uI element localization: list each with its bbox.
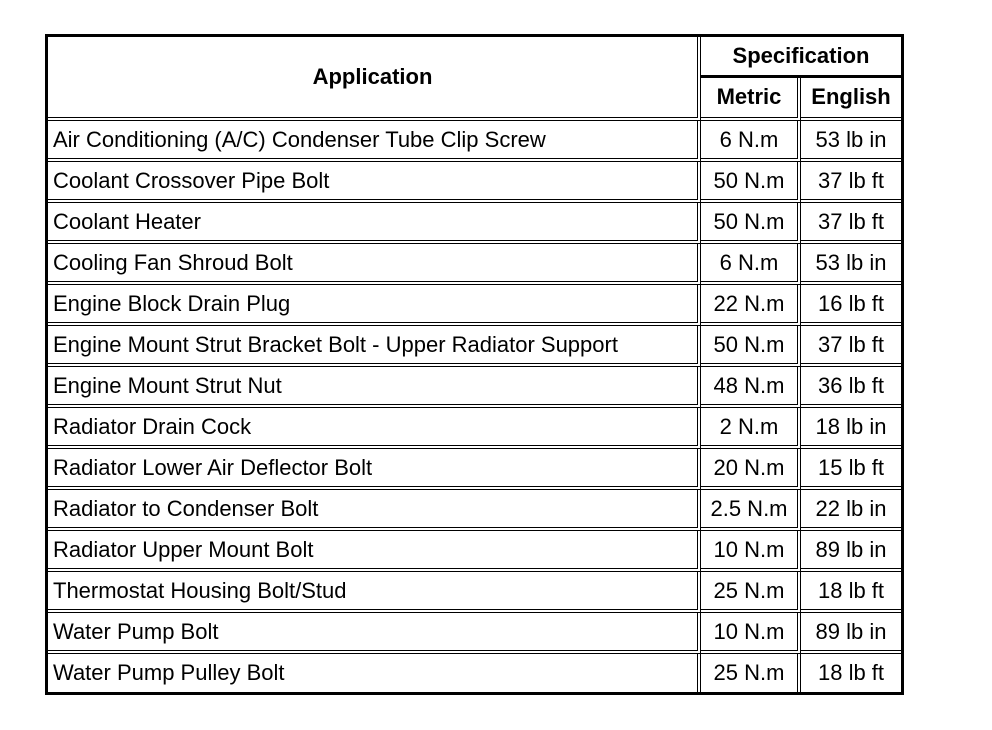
application-cell: Radiator Drain Cock: [48, 408, 701, 449]
english-cell: 22 lb in: [801, 490, 901, 531]
application-cell: Water Pump Pulley Bolt: [48, 654, 701, 692]
table-row: [48, 490, 901, 531]
table-row: [48, 367, 901, 408]
application-cell: Cooling Fan Shroud Bolt: [48, 244, 701, 285]
english-cell: 36 lb ft: [801, 367, 901, 408]
table-header: [48, 37, 901, 121]
application-cell: Coolant Crossover Pipe Bolt: [48, 162, 701, 203]
table-row: [48, 654, 901, 692]
english-cell: 16 lb ft: [801, 285, 901, 326]
english-cell: 18 lb ft: [817, 660, 885, 685]
header-application: Application: [48, 37, 701, 121]
english-cell: 53 lb in: [801, 244, 901, 285]
table-row: [48, 244, 901, 285]
metric-cell: 25 N.m: [701, 572, 801, 613]
application-cell: Coolant Heater: [48, 203, 701, 244]
application-cell: Engine Block Drain Plug: [48, 285, 701, 326]
table-row: [48, 613, 901, 654]
english-cell: 89 lb in: [801, 531, 901, 572]
metric-cell: 2.5 N.m: [701, 490, 801, 531]
english-cell: 53 lb in: [801, 121, 901, 162]
table-row: [48, 572, 901, 613]
application-cell: Engine Mount Strut Nut: [48, 367, 701, 408]
application-cell: Radiator Lower Air Deflector Bolt: [48, 449, 701, 490]
metric-cell: 48 N.m: [701, 367, 801, 408]
english-cell: 18 lb ft: [801, 572, 901, 613]
metric-cell: 50 N.m: [701, 162, 801, 203]
application-cell: Engine Mount Strut Bracket Bolt - Upper Radiator Support: [48, 326, 701, 367]
metric-cell: 50 N.m: [701, 203, 801, 244]
metric-cell: 20 N.m: [701, 449, 801, 490]
english-cell: 37 lb ft: [801, 326, 901, 367]
metric-cell: 22 N.m: [701, 285, 801, 326]
english-cell: 15 lb ft: [801, 449, 901, 490]
table-row: [48, 326, 901, 367]
metric-cell: 2 N.m: [701, 408, 801, 449]
header-row-top: [48, 37, 901, 78]
table-row: [48, 121, 901, 162]
table-row: [48, 162, 901, 203]
application-cell: Air Conditioning (A/C) Condenser Tube Clip Screw: [48, 121, 701, 162]
metric-cell: 10 N.m: [701, 531, 801, 572]
metric-cell: 25 N.m: [701, 654, 801, 692]
application-cell: Thermostat Housing Bolt/Stud: [48, 572, 701, 613]
table-row: [48, 285, 901, 326]
table-row: [48, 408, 901, 449]
metric-cell: 6 N.m: [701, 121, 801, 162]
metric-cell: 6 N.m: [701, 244, 801, 285]
application-cell: Water Pump Bolt: [48, 613, 701, 654]
metric-cell: 50 N.m: [701, 326, 801, 367]
english-cell: 37 lb ft: [801, 162, 901, 203]
header-metric: Metric: [701, 78, 801, 121]
application-cell: Radiator to Condenser Bolt: [48, 490, 701, 531]
header-english: English: [801, 78, 901, 121]
metric-cell: 10 N.m: [701, 613, 801, 654]
application-cell: Radiator Upper Mount Bolt: [48, 531, 701, 572]
table-row: [48, 531, 901, 572]
fastener-spec-table: [45, 34, 904, 695]
english-cell: 89 lb in: [801, 613, 901, 654]
table-row: [48, 203, 901, 244]
english-cell: 37 lb ft: [801, 203, 901, 244]
table-body: [48, 121, 901, 692]
table-row: [48, 449, 901, 490]
header-specification: Specification: [701, 37, 901, 78]
english-cell: 18 lb in: [801, 408, 901, 449]
